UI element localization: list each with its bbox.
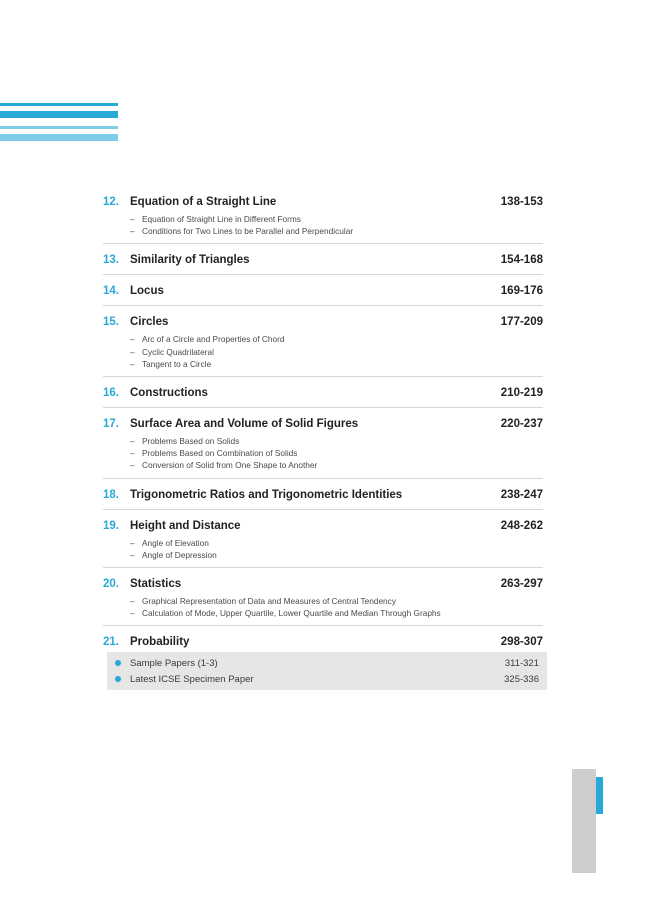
toc-chapter[interactable] bbox=[103, 253, 543, 275]
toc-chapter-heading bbox=[103, 577, 543, 592]
subtopic-item bbox=[130, 537, 543, 549]
decorative-stripe bbox=[0, 111, 118, 118]
chapter-pages: 248-262 bbox=[500, 519, 543, 532]
chapter-number: 13. bbox=[103, 254, 119, 267]
toc-chapter[interactable] bbox=[103, 488, 543, 510]
toc-chapter-heading bbox=[103, 284, 543, 299]
table-of-contents bbox=[103, 195, 543, 665]
toc-chapter-heading bbox=[103, 315, 543, 330]
subtopic-label: Equation of Straight Line in Different Forms bbox=[142, 214, 301, 224]
toc-chapter[interactable] bbox=[103, 519, 543, 568]
subtopic-label: Problems Based on Combination of Solids bbox=[142, 448, 298, 459]
toc-chapter-heading bbox=[103, 635, 543, 650]
chapter-number: 14. bbox=[103, 285, 119, 298]
subtopic-list bbox=[103, 333, 543, 370]
chapter-pages: 238-247 bbox=[500, 488, 543, 501]
chapter-title: Constructions bbox=[130, 387, 208, 400]
subtopic-item bbox=[130, 595, 543, 607]
subtopic-item bbox=[130, 346, 543, 358]
subtopic-item bbox=[130, 213, 543, 225]
subtopic-item bbox=[130, 225, 543, 237]
page-edge-tab bbox=[572, 769, 596, 873]
bullet-icon bbox=[115, 660, 121, 666]
subtopic-label: Graphical Representation of Data and Measures of Central Tendency bbox=[142, 596, 396, 607]
chapter-title: Trigonometric Ratios and Trigonometric Identities bbox=[130, 488, 403, 501]
dash-icon: – bbox=[130, 608, 135, 619]
chapter-title: Surface Area and Volume of Solid Figures bbox=[130, 418, 359, 431]
subtopic-label: Problems Based on Solids bbox=[142, 436, 240, 447]
dash-icon: – bbox=[130, 460, 135, 471]
subtopic-label: Angle of Elevation bbox=[142, 537, 209, 548]
chapter-pages: 169-176 bbox=[500, 285, 543, 298]
decorative-stripe bbox=[0, 103, 118, 106]
decorative-stripe bbox=[0, 134, 118, 141]
subtopic-item bbox=[130, 459, 543, 471]
chapter-title: Circles bbox=[130, 316, 169, 329]
chapter-number: 20. bbox=[103, 578, 119, 591]
extras-item[interactable] bbox=[107, 671, 539, 687]
chapter-title: Similarity of Triangles bbox=[130, 254, 250, 267]
toc-chapter-heading bbox=[103, 417, 543, 432]
extras-item-title: Sample Papers (1-3) bbox=[130, 657, 218, 669]
chapter-pages: 138-153 bbox=[500, 196, 543, 208]
subtopic-item bbox=[130, 607, 543, 619]
bullet-icon bbox=[115, 676, 121, 682]
chapter-title: Locus bbox=[130, 285, 164, 298]
extras-item-pages: 311-321 bbox=[504, 657, 539, 669]
chapter-pages: 298-307 bbox=[500, 636, 543, 649]
dash-icon: – bbox=[130, 596, 135, 607]
subtopic-item bbox=[130, 549, 543, 561]
extras-item-title: Latest ICSE Specimen Paper bbox=[130, 673, 254, 685]
toc-chapter[interactable] bbox=[103, 417, 543, 479]
extras-item-pages: 325-336 bbox=[504, 673, 539, 685]
chapter-title: Height and Distance bbox=[130, 519, 241, 532]
chapter-pages: 263-297 bbox=[500, 578, 543, 591]
chapter-number: 16. bbox=[103, 387, 119, 400]
chapter-number: 21. bbox=[103, 636, 119, 649]
toc-chapter-heading bbox=[103, 519, 543, 534]
toc-chapter-heading bbox=[103, 195, 543, 210]
dash-icon: – bbox=[130, 358, 135, 369]
toc-chapter[interactable] bbox=[103, 386, 543, 408]
subtopic-list bbox=[103, 537, 543, 561]
subtopic-label: Conditions for Two Lines to be Parallel and Perpendicular bbox=[142, 226, 354, 237]
toc-chapter[interactable] bbox=[103, 315, 543, 377]
subtopic-item bbox=[130, 358, 543, 370]
chapter-title: Statistics bbox=[130, 578, 182, 591]
toc-chapter[interactable] bbox=[103, 577, 543, 626]
page-edge-tab-marker bbox=[596, 777, 603, 814]
toc-chapter-heading bbox=[103, 253, 543, 268]
chapter-number: 12. bbox=[103, 196, 119, 208]
chapter-number: 15. bbox=[103, 316, 119, 329]
dash-icon: – bbox=[130, 346, 135, 357]
chapter-number: 19. bbox=[103, 519, 119, 532]
dash-icon: – bbox=[130, 334, 135, 345]
dash-icon: – bbox=[130, 214, 135, 224]
chapter-pages: 177-209 bbox=[500, 316, 543, 329]
subtopic-list bbox=[103, 595, 543, 619]
dash-icon: – bbox=[130, 226, 135, 237]
toc-chapter-heading bbox=[103, 488, 543, 503]
toc-chapter[interactable] bbox=[103, 284, 543, 306]
subtopic-item bbox=[130, 333, 543, 345]
dash-icon: – bbox=[130, 549, 135, 560]
chapter-number: 17. bbox=[103, 418, 119, 431]
subtopic-label: Calculation of Mode, Upper Quartile, Lower Quartile and Median Through Graphs bbox=[142, 608, 441, 619]
decorative-stripe bbox=[0, 126, 118, 129]
chapter-number: 18. bbox=[103, 488, 119, 501]
extras-item[interactable] bbox=[107, 655, 539, 671]
chapter-pages: 220-237 bbox=[500, 418, 543, 431]
toc-chapter-heading bbox=[103, 386, 543, 401]
subtopic-item bbox=[130, 447, 543, 459]
extras-panel bbox=[107, 652, 547, 690]
subtopic-label: Tangent to a Circle bbox=[142, 358, 212, 369]
dash-icon: – bbox=[130, 436, 135, 447]
chapter-pages: 210-219 bbox=[500, 387, 543, 400]
subtopic-list bbox=[103, 213, 543, 237]
subtopic-label: Angle of Depression bbox=[142, 549, 217, 560]
subtopic-list bbox=[103, 435, 543, 472]
chapter-title: Equation of a Straight Line bbox=[130, 196, 277, 208]
dash-icon: – bbox=[130, 537, 135, 548]
toc-chapter[interactable] bbox=[103, 195, 543, 244]
subtopic-label: Arc of a Circle and Properties of Chord bbox=[142, 334, 285, 345]
chapter-title: Probability bbox=[130, 636, 190, 649]
subtopic-label: Conversion of Solid from One Shape to Another bbox=[142, 460, 318, 471]
chapter-pages: 154-168 bbox=[500, 254, 543, 267]
dash-icon: – bbox=[130, 448, 135, 459]
subtopic-item bbox=[130, 435, 543, 447]
subtopic-label: Cyclic Quadrilateral bbox=[142, 346, 214, 357]
